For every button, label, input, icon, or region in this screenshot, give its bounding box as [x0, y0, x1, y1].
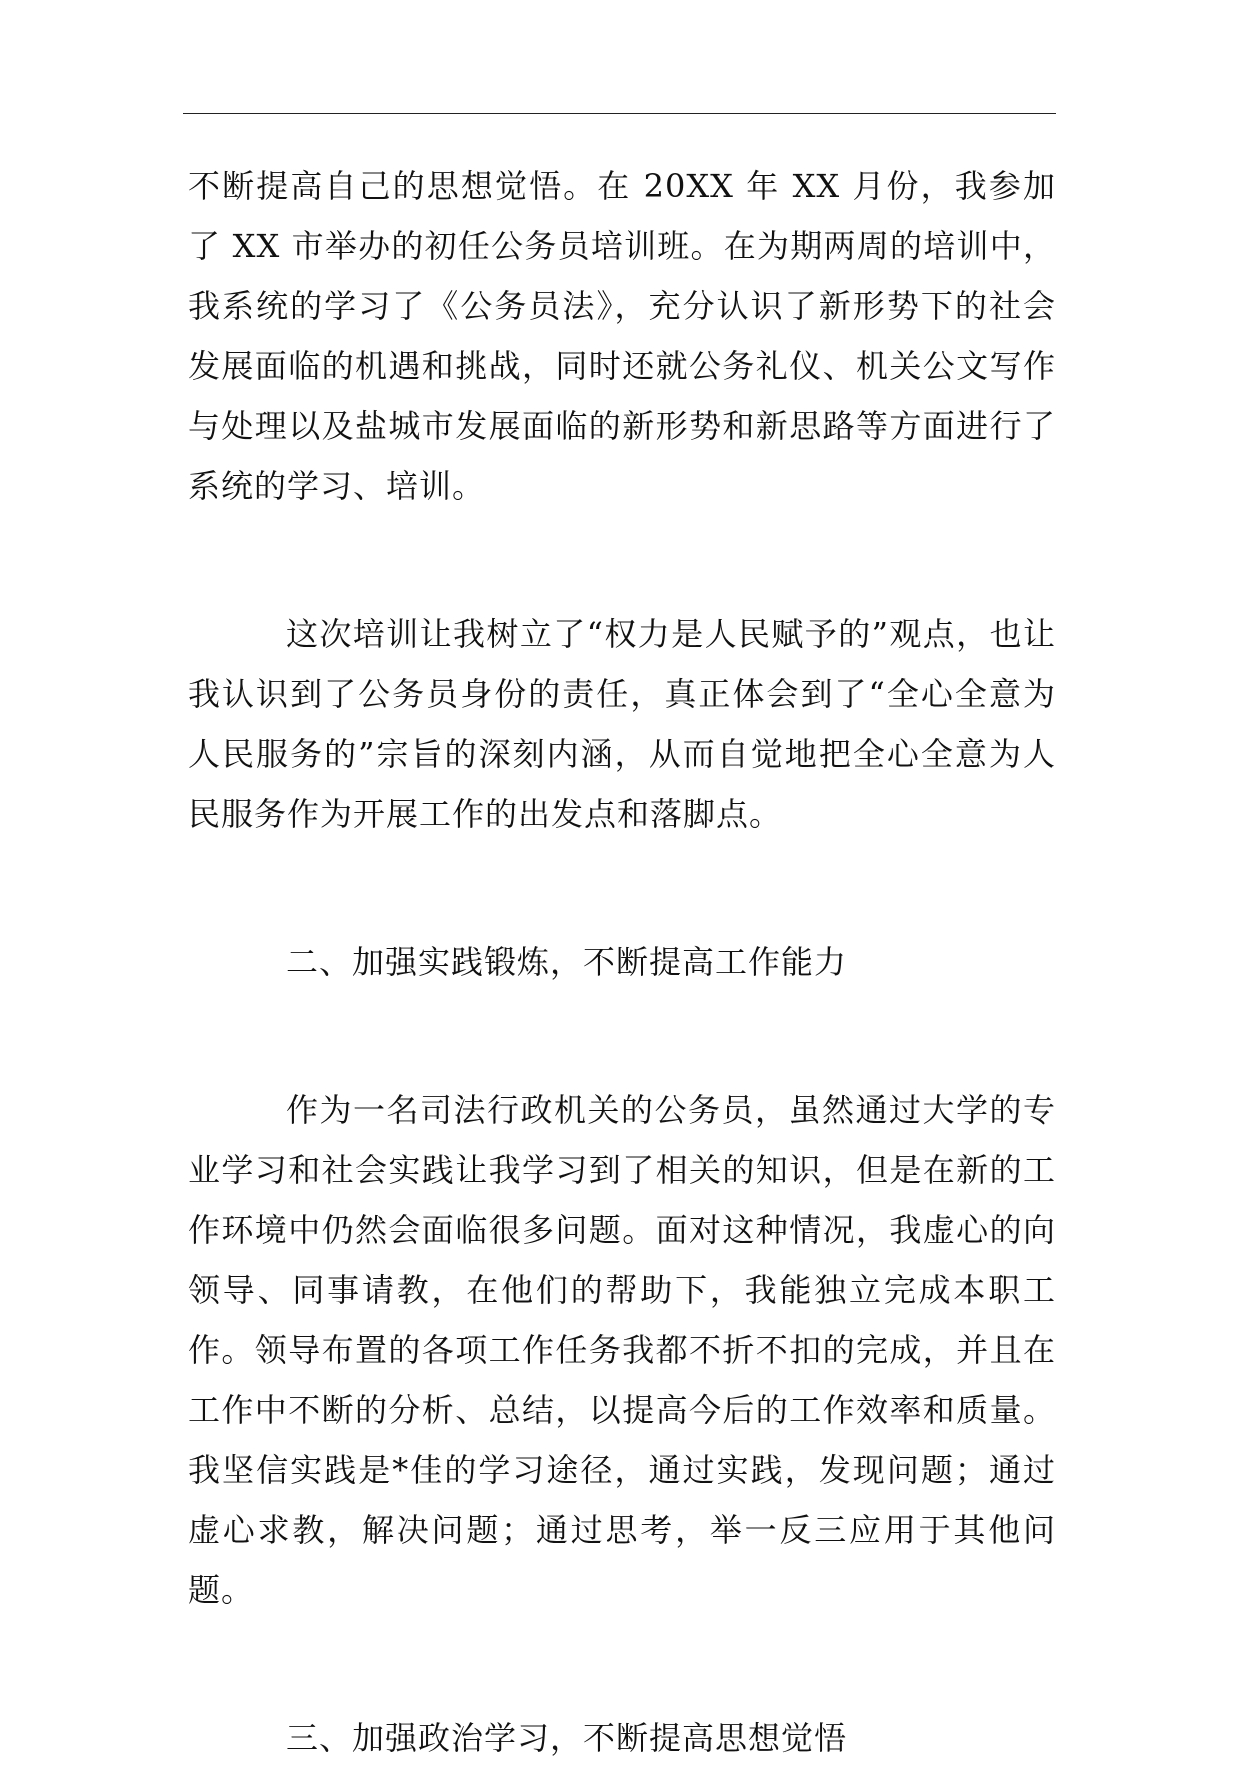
paragraph-spacer	[188, 992, 1056, 1080]
body-paragraph: 这次培训让我树立了“权力是人民赋予的”观点，也让我认识到了公务员身份的责任，真正体会到了“全心全意为人民服务的”宗旨的深刻内涵，从而自觉地把全心全意为人民服务作为开展工作的出发点和落脚点。	[188, 615, 1056, 833]
paragraph-spacer	[188, 1620, 1056, 1708]
body-paragraph: 作为一名司法行政机关的公务员，虽然通过大学的专业学习和社会实践让我学习到了相关的知识，但是在新的工作环境中仍然会面临很多问题。面对这种情况，我虚心的向领导、同事请教，在他们的帮助下，我能独立完成本职工作。领导布置的各项工作任务我都不折不扣的完成，并且在工作中不断的分析、总结，以提高今后的工作效率和质量。我坚信实践是*佳的学习途径，通过实践，发现问题；通过虚心求教，解决问题；通过思考，举一反三应用于其他问题。	[188, 1091, 1056, 1609]
section-heading: 二、加强实践锻炼，不断提高工作能力	[286, 943, 848, 981]
paragraph-spacer	[188, 516, 1056, 604]
header-rule	[183, 113, 1056, 114]
section-heading: 三、加强政治学习，不断提高思想觉悟	[286, 1719, 848, 1757]
document-body	[188, 156, 1056, 1768]
body-paragraph: 不断提高自己的思想觉悟。在 20XX 年 XX 月份，我参加了 XX 市举办的初任公务员培训班。在为期两周的培训中，我系统的学习了《公务员法》，充分认识了新形势下的社会发展面临的机遇和挑战，同时还就公务礼仪、机关公文写作与处理以及盐城市发展面临的新形势和新思路等方面进行了系统的学习、培训。	[188, 167, 1056, 505]
paragraph-spacer	[188, 844, 1056, 932]
